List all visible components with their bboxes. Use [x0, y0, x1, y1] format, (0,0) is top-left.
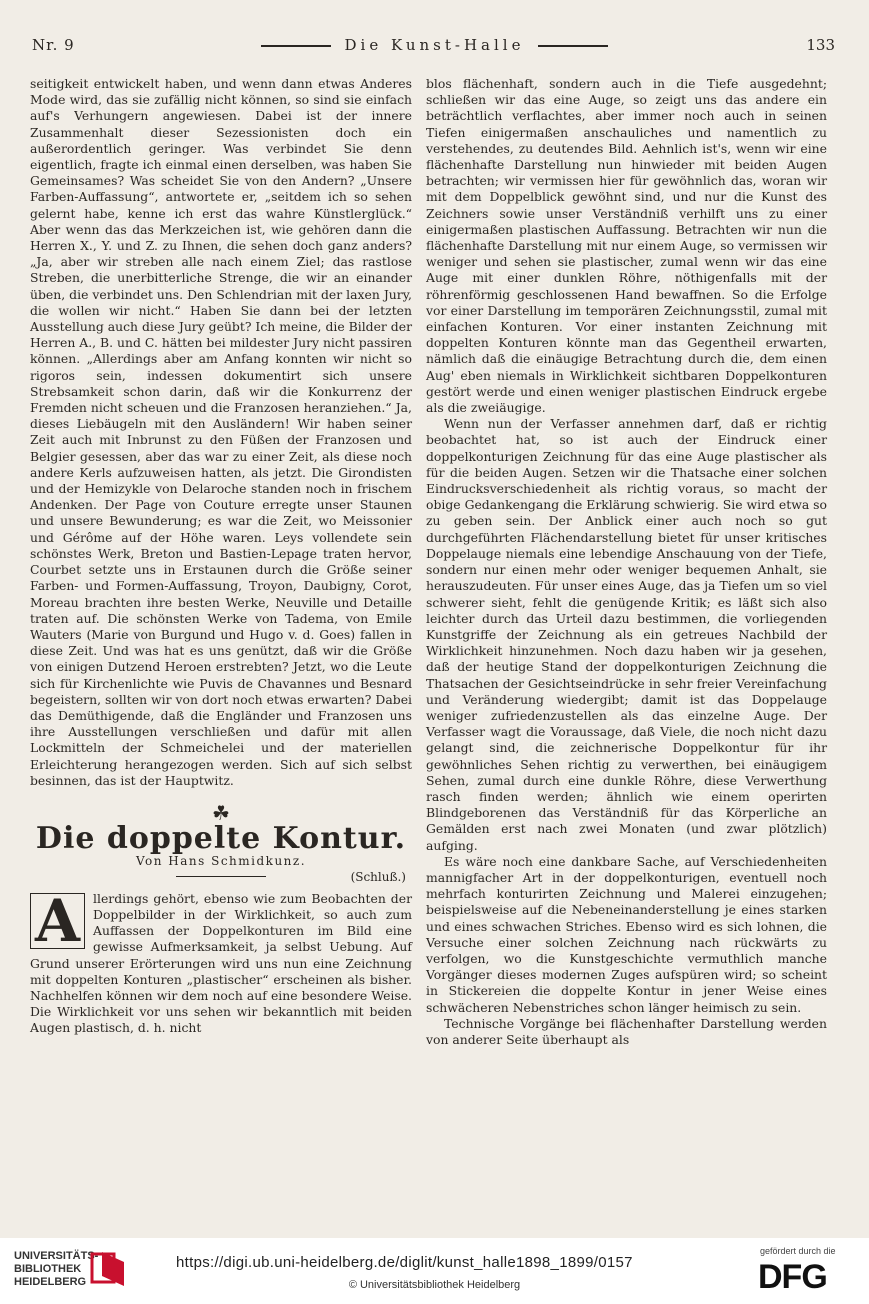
library-name: UNIVERSITÄTS-BIBLIOTHEK HEIDELBERG — [14, 1250, 99, 1288]
header-rule-right — [538, 45, 608, 47]
clover-ornament-icon: ☘ — [212, 800, 230, 825]
paragraph: Technische Vorgänge bei flächenhafter Darstellung werden von anderer Seite überhaupt als — [426, 1015, 827, 1047]
drop-cap-initial: A — [30, 893, 85, 949]
dfg-logo[interactable]: DFG — [758, 1258, 827, 1296]
running-title: Die Kunst-Halle — [344, 36, 525, 54]
paragraph: blos flächenhaft, sondern auch in die Tiefe ausgedehnt; schließen wir das eine Auge, so zeigt uns das andere ein beträchtlich verflachtes, aber immer noch auch in seinen Tiefen einigermaßen anschauliches und namentlich zu verstehendes, zu deutendes Bild. Aehnlich ist's, wenn wir eine flächenhafte Darstellung nun hinwieder mit beiden Augen betrachten; wir vermissen hier für gewöhnlich das, woran wir mit dem Doppelblick gewöhnt sind, und nur die Kunst des Zeichners sowie unser Verständniß verhilft uns zu einer einigermaßen plastischen Auffassung. Betrachten wir nun die flächenhafte Darstellung mit nur einem Auge, so vermissen wir weniger und sehen sie plastischer, zumal wenn wir das eine Auge mit einer dunklen Röhre, nöthigenfalls mit der röhrenförmig geschlossenen Hand bewaffnen. So die Erfolge vor einer Darstellung im temporären Zeichnungsstil, zumal mit einfachen Konturen. Vor einer instanten Zeichnung mit doppelten Konturen könnte man das Gegentheil erwarten, nämlich daß die einäugige Betrachtung durch die, dem einen Aug' eben niemals in Wirklichkeit sichtbaren Doppelkonturen gestört werde und einen weniger plastischen Eindruck ergebe als die zweiäugige. — [426, 76, 827, 416]
viewer-footer — [0, 1238, 869, 1304]
copyright-notice: © Universitätsbibliothek Heidelberg — [348, 1279, 521, 1291]
header-rule-left — [261, 45, 331, 47]
running-title-wrap — [22, 36, 847, 54]
conclusion-note: (Schluß.) — [350, 869, 406, 884]
left-column — [30, 76, 412, 1037]
issue-number: Nr. 9 — [32, 36, 75, 54]
funding-label: gefördert durch die — [760, 1246, 836, 1256]
paragraph: Wenn nun der Verfasser annehmen darf, daß er richtig beobachtet hat, so ist auch der Eindruck einer doppelkonturigen Zeichnung für das eine Auge plastischer als für die beiden Augen. Setzen wir die Thatsache einer solchen Eindrucksverschiedenheit als richtig voraus, so macht der obige Gedankengang die Erklärung schwierig. Sie wird etwa so zu geben sein. Der Anblick einer auch noch so gut durchgeführten Flächendarstellung bietet für unser kritisches Doppelauge niemals eine lebendige Anschauung von der Tiefe, sondern nur einen mehr oder weniger bequemen Anhalt, sie herauszudeuten. Für unser eines Auge, das ja Tiefen um so viel schwerer sieht, fehlt die genügende Kritik; es läßt sich also leichter durch das Urteil dazu bestimmen, die vorliegenden Kunstgriffe der Zeichnung als ein getreues Nachbild der Wirklichkeit hinzunehmen. Noch dazu haben wir ja gesehen, daß der heutige Stand der doppelkonturigen Zeichnung die Thatsachen der Gesichtseindrücke in sehr freier Vereinfachung und Veränderung wiedergibt; damit ist das Doppelauge weniger zufriedenzustellen als das einzelne Auge. Der Verfasser wagt die Voraussage, daß Viele, die noch nicht dazu gelangt sind, die zeichnerische Doppelkontur für ihr gewöhnliches Sehen richtig zu verwerthen, bei einäugigem Sehen, zumal durch eine dunkle Röhre, diese Verwerthung rasch finden werden; ähnlich wie einem operirten Blindgeborenen das Verständniß für das Körperliche an Gemälden erst nach zwei Monaten (und zwar plötzlich) aufging. — [426, 416, 827, 853]
article-text: llerdings gehört, ebenso wie zum Beobachten der Doppelbilder in der Wirklichkeit, so auch zum Auffassen der Doppelkonturen im Bild eine gewisse Aufmerksamkeit, ja selbst Uebung. Auf Grund unserer Erörterungen wird uns nun eine Zeichnung mit doppelten Konturen „plastischer“ erscheinen als bisher. Nachhelfen können wir dem noch auf eine besondere Weise. Die Wirklichkeit vor uns sehen wir bekanntlich mit beiden Augen plastisch, d. h. nicht — [30, 890, 412, 1036]
article-title: Die doppelte Kontur. — [35, 821, 407, 857]
right-column — [426, 76, 827, 1048]
paragraph: seitigkeit entwickelt haben, und wenn dann etwas Anderes Mode wird, das sie zufällig nicht können, so sind sie einfach auf's Verhungern angewiesen. Dabei ist der innere Zusammenhalt dieser Sezessionisten doch ein außerordentlich geringer. Was verbindet Sie denn eigentlich, fragte ich einmal einen derselben, was haben Sie Gemeinsames? Was scheidet Sie von den Andern? „Unsere Farben-Auffassung“, antwortete er, „seitdem ich so sehen gelernt habe, kenne ich erst das wahre Künstlerglück.“ Aber wenn das das Merkzeichen ist, wie gehören dann die Herren X., Y. und Z. zu Ihnen, die sehen doch ganz anders? „Ja, aber wir streben alle nach einem Ziel; das rastlose Streben, die unerbitterliche Strenge, die wir an einander üben, die verbindet uns. Den Schlendrian mit der laxen Jury, die wollen wir nicht.“ Haben Sie dann bei der letzten Ausstellung auch diese Jury geübt? Ich meine, die Bilder der Herren A., B. und C. hätten bei mildester Jury nicht passiren können. „Allerdings aber am Anfang konnten wir nicht so rigoros sein, indessen dokumentirt sich unsere Strebsamkeit schon darin, daß wir die Konkurrenz der Fremden nicht scheuen und die Franzosen heranziehen.“ Ja, dieses Liebäugeln mit den Ausländern! Wir haben seiner Zeit auch mit Inbrunst zu den Füßen der Franzosen und Belgier gesessen, aber das war zu einer Zeit, als diese noch andere Kerls aufzuweisen hatten, als jetzt. Die Girondisten und der Hemizykle von Delaroche standen noch in frischem Andenken. Der Page von Couture erregte unser Staunen und unsere Bewunderung; es war die Zeit, wo Meissonier und Gérôme auf der Höhe waren. Leys vollendete sein schönstes Werk, Breton und Bastien-Lepage traten hervor, Courbet setzte uns in Erstaunen durch die Größe seiner Farben- und Formen-Auffassung, Troyon, Daubigny, Corot, Moreau brachten ihre besten Werke, Neuville und Detaille traten auf. Die schönsten Werke von Tadema, von Emile Wauters (Marie von Burgund und Hugo v. d. Goes) fallen in diese Zeit. Und was hat es uns genützt, daß wir die Größe von einigen Dutzend Heroen erstrebten? Jetzt, wo die Leute sich für Kirchenlichte wie Puvis de Chavannes und Besnard begeistern, sollten wir von dort noch etwas erwarten? Dabei das Demüthigende, daß die Engländer und Franzosen uns ihre Ausstellungen verschließen und dafür mit allen Lockmitteln der Schmeichelei und der materiellen Erleichterung herangezogen werden. Sich auf sich selbst besinnen, das ist der Hauptwitz. — [30, 76, 412, 788]
byline-text: Von Hans Schmidkunz. — [135, 854, 307, 869]
article-opening — [30, 886, 412, 1037]
paragraph: Es wäre noch eine dankbare Sache, auf Verschiedenheiten mannigfacher Art in der doppelkonturigen, eventuell noch mehrfach konturirten Zeichnung und Malerei einzugehen; beispielsweise auf die Nebeneinanderstellung je eines starken und eines schwachen Striches. Ebenso wird es sich lohnen, die Versuche einer solchen Zeichnung nach rückwärts zu verfolgen, wo die Kunstgeschichte vermuthlich manche Vorgänger dieses modernen Zuges aufspüren wird; so scheint in Stickereien die doppelte Kontur in jener Weise eines schwächeren Nebenstriches schon länger heimisch zu sein. — [426, 853, 827, 1015]
page-number: 133 — [806, 36, 835, 54]
permalink-url[interactable]: https://digi.ub.uni-heidelberg.de/diglit/kunst_halle1898_1899/0157 — [176, 1254, 633, 1271]
page-header — [22, 36, 847, 60]
